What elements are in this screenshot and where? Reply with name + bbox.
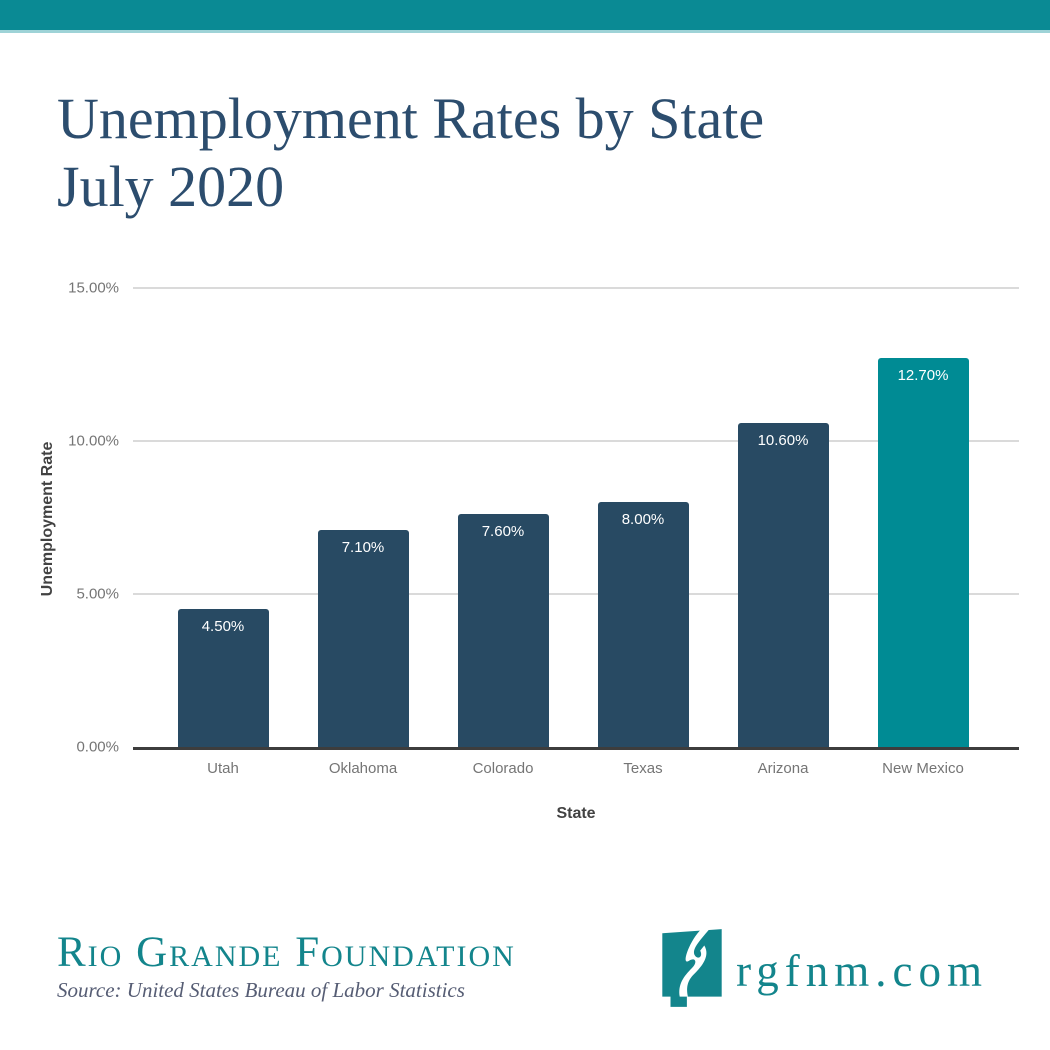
bar-slot: [853, 288, 993, 747]
bar-value-label: 12.70%: [897, 367, 949, 385]
x-axis-title: State: [556, 805, 596, 822]
footer-left: [57, 931, 516, 1003]
x-tick-label-colorado: Colorado: [472, 760, 534, 777]
x-axis-labels: [133, 760, 1019, 777]
bar-slot: [293, 288, 433, 747]
bar-slot: [713, 288, 853, 747]
new-mexico-river-logo-icon: [660, 925, 724, 1016]
bar-value-label: 7.10%: [341, 538, 385, 556]
x-tick-label-new-mexico: New Mexico: [882, 760, 964, 777]
bar-slot: [573, 288, 713, 747]
website-link[interactable]: rgfnm.com: [736, 945, 988, 996]
bar-texas[interactable]: [598, 502, 689, 747]
bar-value-label: 8.00%: [621, 511, 665, 529]
bar-value-label: 4.50%: [201, 618, 245, 636]
footer: [57, 931, 988, 1016]
plot-area: [68, 279, 1019, 756]
x-tick-label-utah: Utah: [207, 760, 239, 777]
footer-right: [660, 925, 988, 1016]
chart-title-line1: Unemployment Rates by State: [57, 86, 765, 151]
y-tick-label: 10.00%: [68, 432, 119, 450]
bar-chart: [0, 279, 1050, 823]
bar-colorado[interactable]: [458, 514, 549, 747]
y-tick-label: 15.00%: [68, 279, 119, 297]
y-axis-title: Unemployment Rate: [39, 441, 56, 597]
x-tick-label-texas: Texas: [623, 760, 663, 777]
bars-container: [153, 288, 993, 747]
bar-oklahoma[interactable]: [318, 530, 409, 747]
bar-value-label: 7.60%: [481, 523, 525, 541]
chart-title: [57, 85, 1050, 221]
bar-new-mexico[interactable]: [878, 358, 969, 747]
brand-name: Rio Grande Foundation: [57, 929, 516, 976]
bar-arizona[interactable]: [738, 423, 829, 747]
bar-slot: [153, 288, 293, 747]
x-tick-label-oklahoma: Oklahoma: [328, 760, 398, 777]
header-bar: [0, 0, 1050, 33]
y-tick-label: 5.00%: [76, 585, 119, 603]
x-tick-label-arizona: Arizona: [757, 760, 809, 777]
bar-utah[interactable]: [178, 609, 269, 747]
chart-title-line2: July 2020: [57, 154, 285, 219]
bar-slot: [433, 288, 573, 747]
y-tick-label: 0.00%: [76, 738, 119, 756]
source-credit: Source: United States Bureau of Labor Statistics: [57, 978, 465, 1002]
bar-value-label: 10.60%: [757, 431, 809, 449]
